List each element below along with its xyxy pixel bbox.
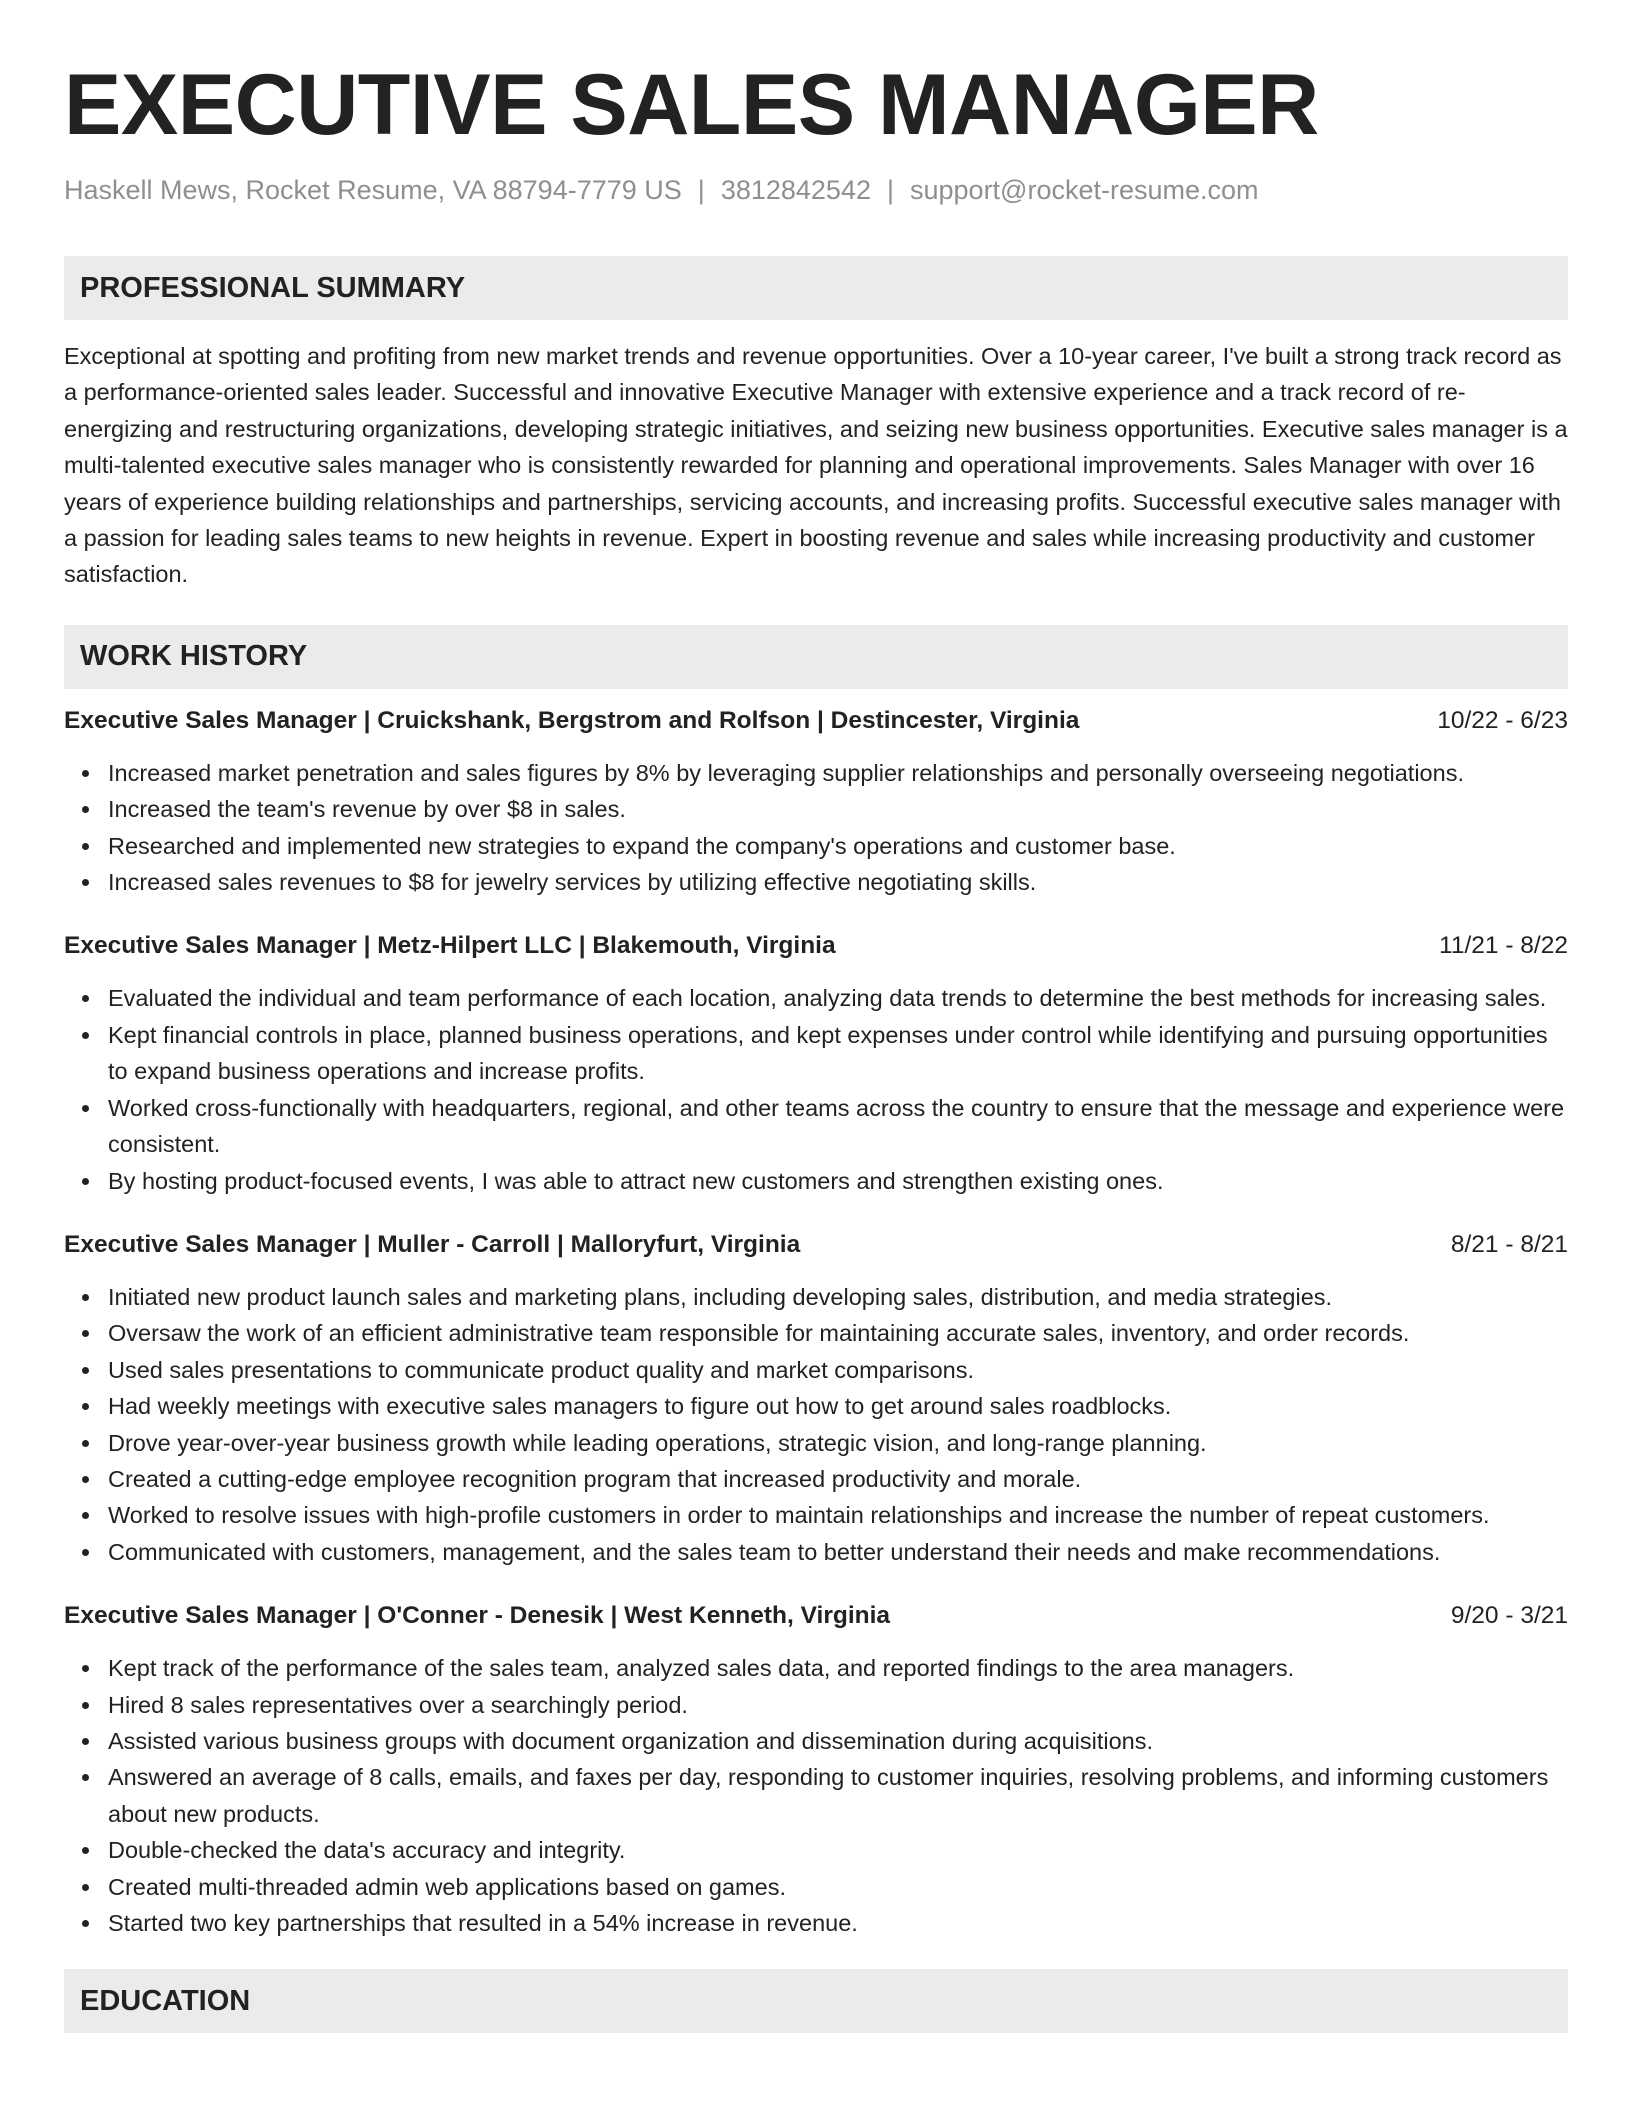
job-title: Executive Sales Manager | Metz-Hilpert LLC | Blakemouth, Virginia xyxy=(64,932,836,960)
job-bullet: Increased market penetration and sales figures by 8% by leveraging supplier relationships and personally overseeing negotiations. xyxy=(108,755,1568,791)
job-header xyxy=(64,705,1568,737)
job-bullet: Worked cross-functionally with headquarters, regional, and other teams across the country to ensure that the message and experience were consistent. xyxy=(108,1090,1568,1163)
contact-separator: | xyxy=(697,175,705,205)
job-bullet: Researched and implemented new strategies to expand the company's operations and customer base. xyxy=(108,828,1568,864)
job-dates: 9/20 - 3/21 xyxy=(1450,1602,1568,1630)
job-bullet: Kept track of the performance of the sales team, analyzed sales data, and reported findings to the area managers. xyxy=(108,1650,1568,1686)
job-bullet: Had weekly meetings with executive sales managers to figure out how to get around sales roadblocks. xyxy=(108,1388,1568,1424)
job-bullet: Initiated new product launch sales and marketing plans, including developing sales, distribution, and media strategies. xyxy=(108,1279,1568,1315)
job-bullet: Drove year-over-year business growth while leading operations, strategic vision, and long-range planning. xyxy=(108,1425,1568,1461)
job-bullet-list xyxy=(64,755,1568,901)
job-bullet: Increased sales revenues to $8 for jewelry services by utilizing effective negotiating skills. xyxy=(108,864,1568,900)
job-bullet: Double-checked the data's accuracy and integrity. xyxy=(108,1832,1568,1868)
job-title: Executive Sales Manager | Cruickshank, Bergstrom and Rolfson | Destincester, Virginia xyxy=(64,706,1080,734)
job-bullet: Created a cutting-edge employee recognition program that increased productivity and morale. xyxy=(108,1461,1568,1497)
job-entry xyxy=(64,1229,1568,1570)
job-header xyxy=(64,1600,1568,1632)
job-dates: 11/21 - 8/22 xyxy=(1439,932,1568,960)
job-bullet: Worked to resolve issues with high-profile customers in order to maintain relationships and increase the number of repeat customers. xyxy=(108,1497,1568,1533)
resume-title: EXECUTIVE SALES MANAGER xyxy=(64,57,1319,153)
job-bullet: Used sales presentations to communicate product quality and market comparisons. xyxy=(108,1352,1568,1388)
job-title: Executive Sales Manager | Muller - Carroll | Malloryfurt, Virginia xyxy=(64,1230,801,1258)
job-header xyxy=(64,930,1568,962)
job-bullet: Hired 8 sales representatives over a searchingly period. xyxy=(108,1687,1568,1723)
job-bullet: Evaluated the individual and team performance of each location, analyzing data trends to determine the best methods for increasing sales. xyxy=(108,980,1568,1016)
job-bullet-list xyxy=(64,1279,1568,1570)
job-bullet-list xyxy=(64,1650,1568,1941)
job-bullet: Created multi-threaded admin web applications based on games. xyxy=(108,1869,1568,1905)
job-bullet: Started two key partnerships that resulted in a 54% increase in revenue. xyxy=(108,1905,1568,1941)
job-bullet: By hosting product-focused events, I was able to attract new customers and strengthen existing ones. xyxy=(108,1163,1568,1199)
job-bullet: Oversaw the work of an efficient administrative team responsible for maintaining accurate sales, inventory, and order records. xyxy=(108,1315,1568,1351)
job-entry xyxy=(64,930,1568,1198)
job-dates: 8/21 - 8/21 xyxy=(1450,1230,1568,1258)
job-dates: 10/22 - 6/23 xyxy=(1437,706,1568,734)
contact-line xyxy=(64,174,1568,206)
job-bullet: Answered an average of 8 calls, emails, and faxes per day, responding to customer inquiries, resolving problems, and informing customers about new products. xyxy=(108,1759,1568,1832)
contact-email: support@rocket-resume.com xyxy=(910,175,1259,205)
resume-page xyxy=(64,0,1568,2033)
job-bullet: Increased the team's revenue by over $8 in sales. xyxy=(108,791,1568,827)
contact-address: Haskell Mews, Rocket Resume, VA 88794-7779 US xyxy=(64,175,682,205)
job-bullet: Communicated with customers, management, and the sales team to better understand their needs and make recommendations. xyxy=(108,1534,1568,1570)
section-header-education: EDUCATION xyxy=(64,1969,1568,2033)
section-header-work-history: WORK HISTORY xyxy=(64,625,1568,689)
job-bullet: Kept financial controls in place, planned business operations, and kept expenses under control while identifying and pursuing opportunities to expand business operations and increase profits. xyxy=(108,1017,1568,1090)
job-title: Executive Sales Manager | O'Conner - Denesik | West Kenneth, Virginia xyxy=(64,1602,891,1630)
job-entry xyxy=(64,705,1568,901)
summary-paragraph: Exceptional at spotting and profiting from new market trends and revenue opportunities. Over a 10-year career, I've built a strong track record as a performance-oriented sales leader. Successful and innovative Executive Manager with extensive experience and a track record of re-energizing and restructuring organizations, developing strategic initiatives, and seizing new business opportunities. Executive sales manager is a multi-talented executive sales manager who is consistently rewarded for planning and operational improvements. Sales Manager with over 16 years of experience building relationships and partnerships, servicing accounts, and increasing profits. Successful executive sales manager with a passion for leading sales teams to new heights in revenue. Expert in boosting revenue and sales while increasing productivity and customer satisfaction. xyxy=(64,343,1568,588)
contact-separator: | xyxy=(886,175,894,205)
contact-phone: 3812842542 xyxy=(720,175,871,205)
job-entry xyxy=(64,1600,1568,1941)
job-bullet: Assisted various business groups with document organization and dissemination during acquisitions. xyxy=(108,1723,1568,1759)
job-header xyxy=(64,1229,1568,1261)
section-header-professional-summary: PROFESSIONAL SUMMARY xyxy=(64,256,1568,320)
job-bullet-list xyxy=(64,980,1568,1198)
